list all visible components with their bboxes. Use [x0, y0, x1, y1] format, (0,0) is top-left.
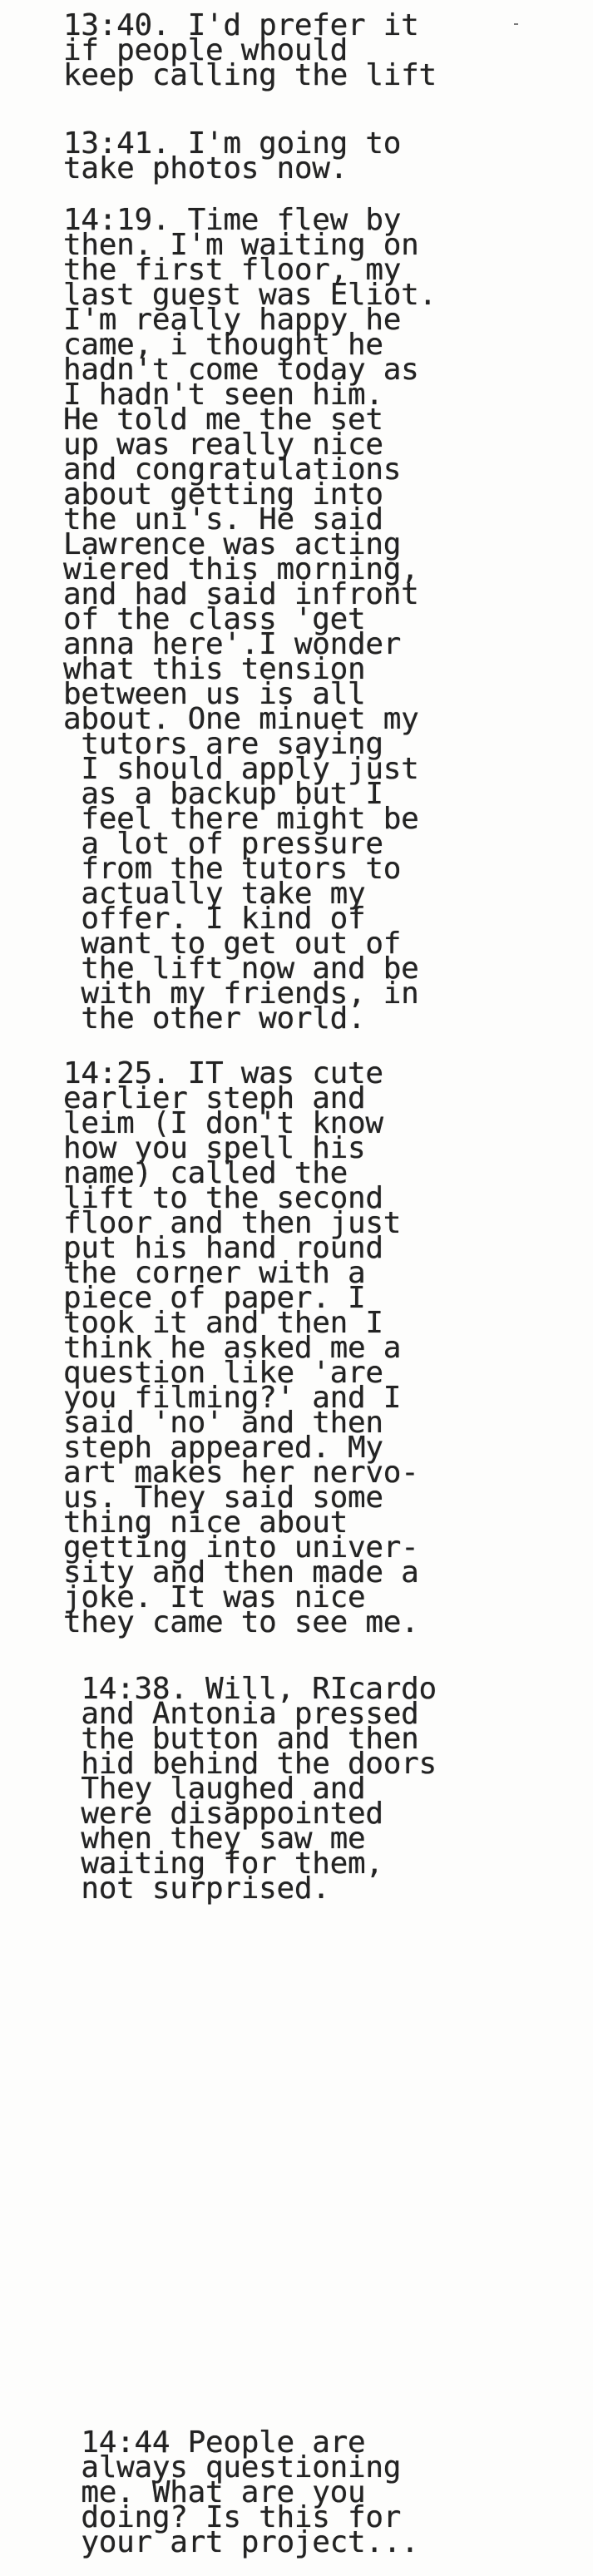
entry-1438: 14:38. Will, RIcardo and Antonia pressed the button and then hid behind the doors They laughed and were disappointed when they saw me waiting for them, not surprised. [81, 1672, 437, 1906]
entry-1341: 13:41. I'm going to take photos now. [63, 126, 402, 185]
entry-1444: 14:44 People are always questioning me. What are you doing? Is this for your art project... [81, 2425, 419, 2559]
entry-1419: 14:19. Time flew by then. I'm waiting on the first floor, my last guest was Eliot. I'm really happy he came, i thought he hadn't come today as I hadn't seen him. He told me the set up was really nice and congratulations about getting into the uni's. He said Lawrence was acting wiered this morning, and had said infront of the class 'get anna here'.I wonder what this tension between us is all about. One minuet my tutors are saying I should apply just as a backup but I feel there might be a lot of pressure from the tutors to actually take my offer. I kind of want to get out of the lift now and be with my friends, in the other world. [63, 203, 437, 1036]
entry-1340: 13:40. I'd prefer it if people whould keep calling the lift [63, 8, 437, 92]
entry-1425: 14:25. IT was cute earlier steph and leim (I don't know how you spell his name) called the lift to the second floor and then just put his hand round the corner with a piece of paper. I took it and then I think he asked me a question like 'are you filming?' and I said 'no' and then steph appeared. My art makes her nervo- us. They said some thing nice about getting into univer- sity and then made a joke. It was nice they came to see me. [63, 1056, 419, 1639]
